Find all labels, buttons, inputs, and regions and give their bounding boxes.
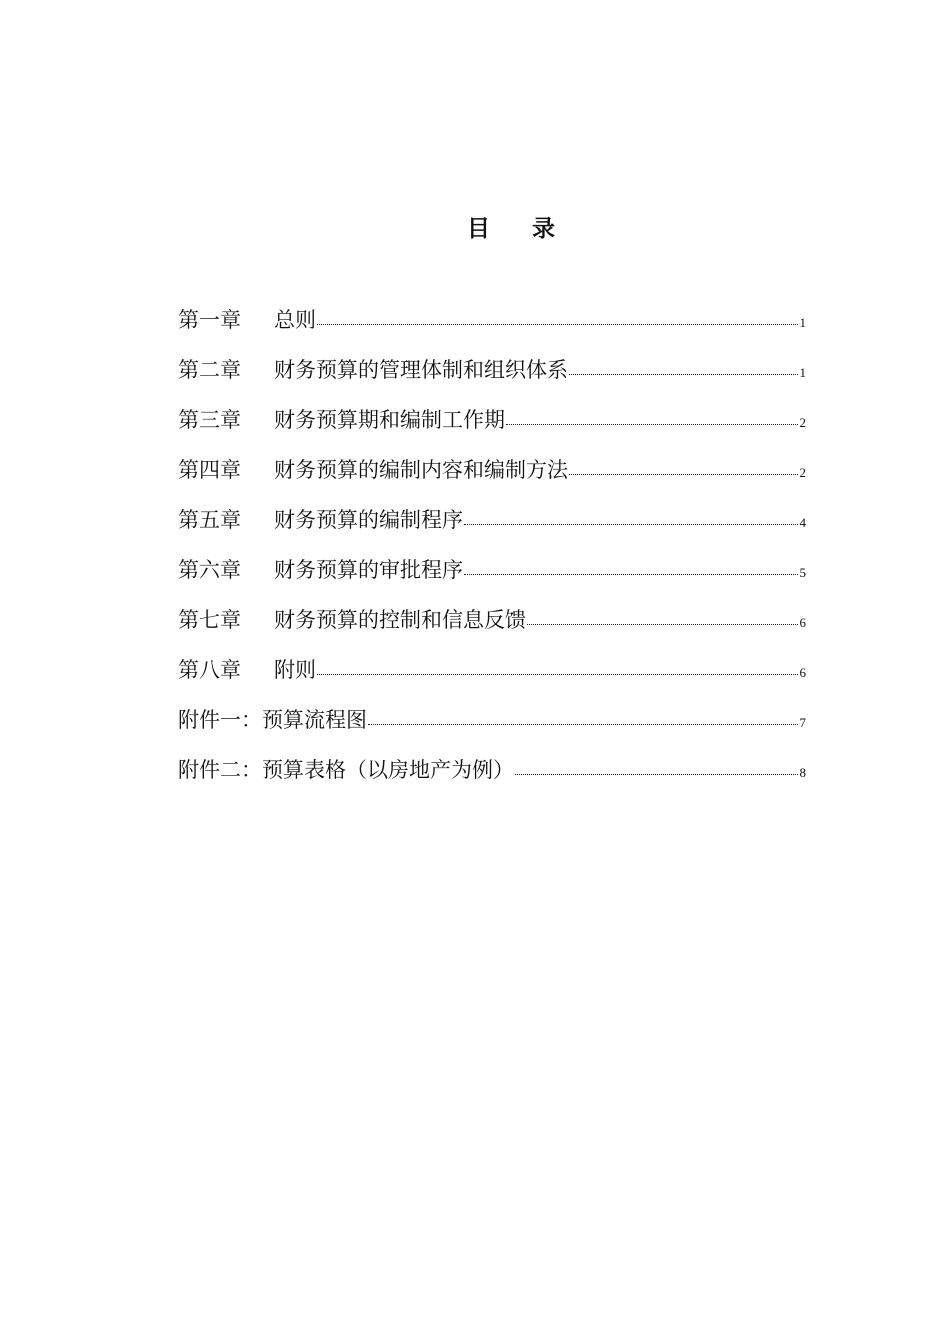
toc-entry-heading: 财务预算的控制和信息反馈 — [274, 608, 526, 632]
toc-entry[interactable] — [178, 584, 806, 634]
toc-entry-dot-leader — [569, 374, 798, 375]
toc-entry-page-number: 4 — [799, 515, 806, 530]
toc-entry-page-number: 5 — [799, 565, 806, 580]
toc-title-right-char: 录 — [532, 215, 555, 242]
toc-entry[interactable] — [178, 284, 806, 334]
toc-entry[interactable] — [178, 734, 806, 784]
toc-entry[interactable] — [178, 384, 806, 434]
toc-entry-heading: 财务预算期和编制工作期 — [274, 408, 505, 432]
toc-entry-chapter: 附件二： — [178, 758, 262, 782]
toc-entry-page-number: 1 — [799, 365, 806, 380]
toc-entry-heading: 财务预算的编制程序 — [274, 508, 463, 532]
toc-entry-page-number: 8 — [799, 765, 806, 780]
toc-title — [0, 210, 950, 243]
toc-entry-dot-leader — [527, 624, 798, 625]
toc-entry-page-number: 2 — [799, 465, 806, 480]
toc-entry[interactable] — [178, 684, 806, 734]
toc-entry-heading: 财务预算的管理体制和组织体系 — [274, 358, 568, 382]
toc-entry-chapter: 第八章 — [178, 658, 241, 682]
toc-entry-chapter: 第一章 — [178, 308, 241, 332]
toc-entry-dot-leader — [464, 574, 798, 575]
toc-entry-page-number: 2 — [799, 415, 806, 430]
toc-entry[interactable] — [178, 334, 806, 384]
toc-entry-page-number: 6 — [799, 615, 806, 630]
toc-entry[interactable] — [178, 534, 806, 584]
toc-entry-chapter: 第四章 — [178, 458, 241, 482]
toc-entry-dot-leader — [368, 724, 798, 725]
toc-entry-page-number: 1 — [799, 315, 806, 330]
toc-entry-chapter: 第三章 — [178, 408, 241, 432]
toc-entry-heading: 财务预算的审批程序 — [274, 558, 463, 582]
toc-entry-page-number: 6 — [799, 665, 806, 680]
toc-entry-dot-leader — [317, 674, 798, 675]
toc-entry-heading: 财务预算的编制内容和编制方法 — [274, 458, 568, 482]
toc-entry-chapter: 第二章 — [178, 358, 241, 382]
toc-entry-heading: 预算流程图 — [262, 708, 367, 732]
toc-entry-dot-leader — [317, 324, 798, 325]
toc-entry[interactable] — [178, 484, 806, 534]
toc-entry-dot-leader — [515, 774, 798, 775]
toc-title-left-char: 目 — [467, 215, 490, 242]
toc-entry-page-number: 7 — [799, 715, 806, 730]
toc-entry-heading: 预算表格（以房地产为例） — [262, 758, 514, 782]
toc-entry-chapter: 第七章 — [178, 608, 241, 632]
toc-entry-chapter: 附件一： — [178, 708, 262, 732]
toc-entry-chapter: 第六章 — [178, 558, 241, 582]
toc-entry[interactable] — [178, 634, 806, 684]
toc-entry-heading: 附则 — [274, 658, 316, 682]
toc-list — [178, 284, 806, 784]
toc-entry-dot-leader — [506, 424, 798, 425]
toc-entry-chapter: 第五章 — [178, 508, 241, 532]
toc-entry[interactable] — [178, 434, 806, 484]
toc-entry-dot-leader — [569, 474, 798, 475]
toc-entry-heading: 总则 — [274, 308, 316, 332]
toc-entry-dot-leader — [464, 524, 798, 525]
